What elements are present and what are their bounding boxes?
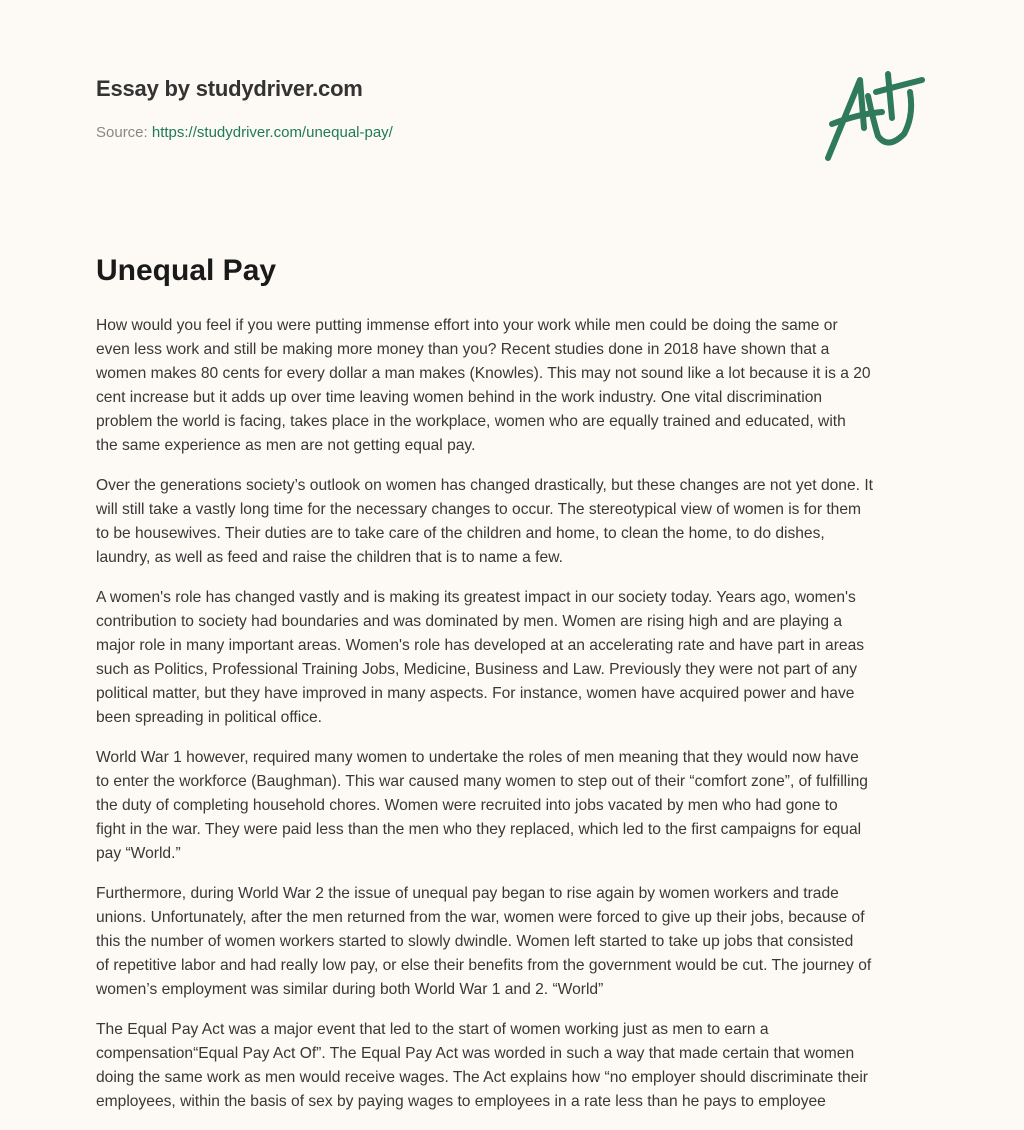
paragraph-line: of repetitive labor and had really low pay, or else their benefits from the government would be cut. The journey of	[96, 957, 872, 974]
paragraph-line: to be housewives. Their duties are to take care of the children and home, to clean the home, to do dishes,	[96, 525, 825, 542]
paragraph-line: major role in many important areas. Women's role has developed at an accelerating rate and have part in areas	[96, 637, 865, 654]
essay-paragraph	[96, 314, 936, 458]
paragraph-line: Over the generations society’s outlook on women has changed drastically, but these changes are not yet done. It	[96, 477, 873, 494]
paragraph-line: even less work and still be making more money than you? Recent studies done in 2018 have shown that a	[96, 341, 830, 358]
paragraph-line: World War 1 however, required many women to undertake the roles of men meaning that they would now have	[96, 749, 859, 766]
essay-paragraph	[96, 746, 936, 866]
paragraph-line: the duty of completing household chores. Women were recruited into jobs vacated by men who had gone to	[96, 797, 838, 814]
source-label: Source:	[96, 124, 148, 141]
essay-paragraph	[96, 586, 936, 730]
paragraph-line: unions. Unfortunately, after the men returned from the war, women were forced to give up their jobs, because of	[96, 909, 865, 926]
paragraph-line: How would you feel if you were putting immense effort into your work while men could be doing the same or	[96, 317, 838, 334]
source-link[interactable]: https://studydriver.com/unequal-pay/	[151, 124, 393, 141]
paragraph-line: political matter, but they have improved in many aspects. For instance, women have acquired power and have	[96, 685, 855, 702]
paragraph-line: been spreading in political office.	[96, 709, 322, 726]
essay-title: Unequal Pay	[96, 254, 277, 287]
paragraph-line: women makes 80 cents for every dollar a man makes (Knowles). This may not sound like a lot because it is a 20	[96, 365, 871, 382]
paragraph-line: employees, within the basis of sex by paying wages to employees in a rate less than he pays to employee	[96, 1093, 826, 1110]
paragraph-line: compensation“Equal Pay Act Of”. The Equal Pay Act was worded in such a way that made certain that women	[96, 1045, 855, 1062]
paragraph-line: Furthermore, during World War 2 the issue of unequal pay began to rise again by women workers and trade	[96, 885, 839, 902]
essay-paragraph	[96, 474, 936, 570]
paragraph-line: fight in the war. They were paid less than the men who they replaced, which led to the first campaigns for equal	[96, 821, 862, 838]
paragraph-line: women’s employment was similar during both World War 1 and 2. “World”	[96, 981, 604, 998]
paragraph-line: cent increase but it adds up over time leaving women behind in the work industry. One vital discrimination	[96, 389, 823, 406]
essay-paragraph	[96, 882, 936, 1002]
source-line	[96, 124, 393, 141]
a-plus-logo-icon	[818, 66, 928, 166]
paragraph-line: A women's role has changed vastly and is making its greatest impact in our society today. Years ago, women's	[96, 589, 856, 606]
paragraph-line: doing the same work as men would receive wages. The Act explains how “no employer should discriminate their	[96, 1069, 868, 1086]
paragraph-line: contribution to society had boundaries and was dominated by men. Women are rising high and are playing a	[96, 613, 843, 630]
essay-paragraph	[96, 1018, 936, 1114]
paragraph-line: to enter the workforce (Baughman). This war caused many women to step out of their “comfort zone”, of fulfilling	[96, 773, 868, 790]
paragraph-line: pay “World.”	[96, 845, 181, 862]
paragraph-line: such as Politics, Professional Training Jobs, Medicine, Business and Law. Previously they were not part of any	[96, 661, 858, 678]
paragraph-line: will still take a vastly long time for the necessary changes to occur. The stereotypical view of women is for them	[96, 501, 862, 518]
paragraph-line: the same experience as men are not getting equal pay.	[96, 437, 476, 454]
paragraph-line: laundry, as well as feed and raise the children that is to name a few.	[96, 549, 563, 566]
paragraph-line: problem the world is facing, takes place in the workplace, women who are equally trained and educated, with	[96, 413, 846, 430]
site-title: Essay by studydriver.com	[96, 76, 363, 101]
paragraph-line: The Equal Pay Act was a major event that led to the start of women working just as men to earn a	[96, 1021, 769, 1038]
paragraph-line: this the number of women workers started to slowly dwindle. Women left started to take up jobs that consisted	[96, 933, 854, 950]
essay-body	[96, 314, 936, 1130]
